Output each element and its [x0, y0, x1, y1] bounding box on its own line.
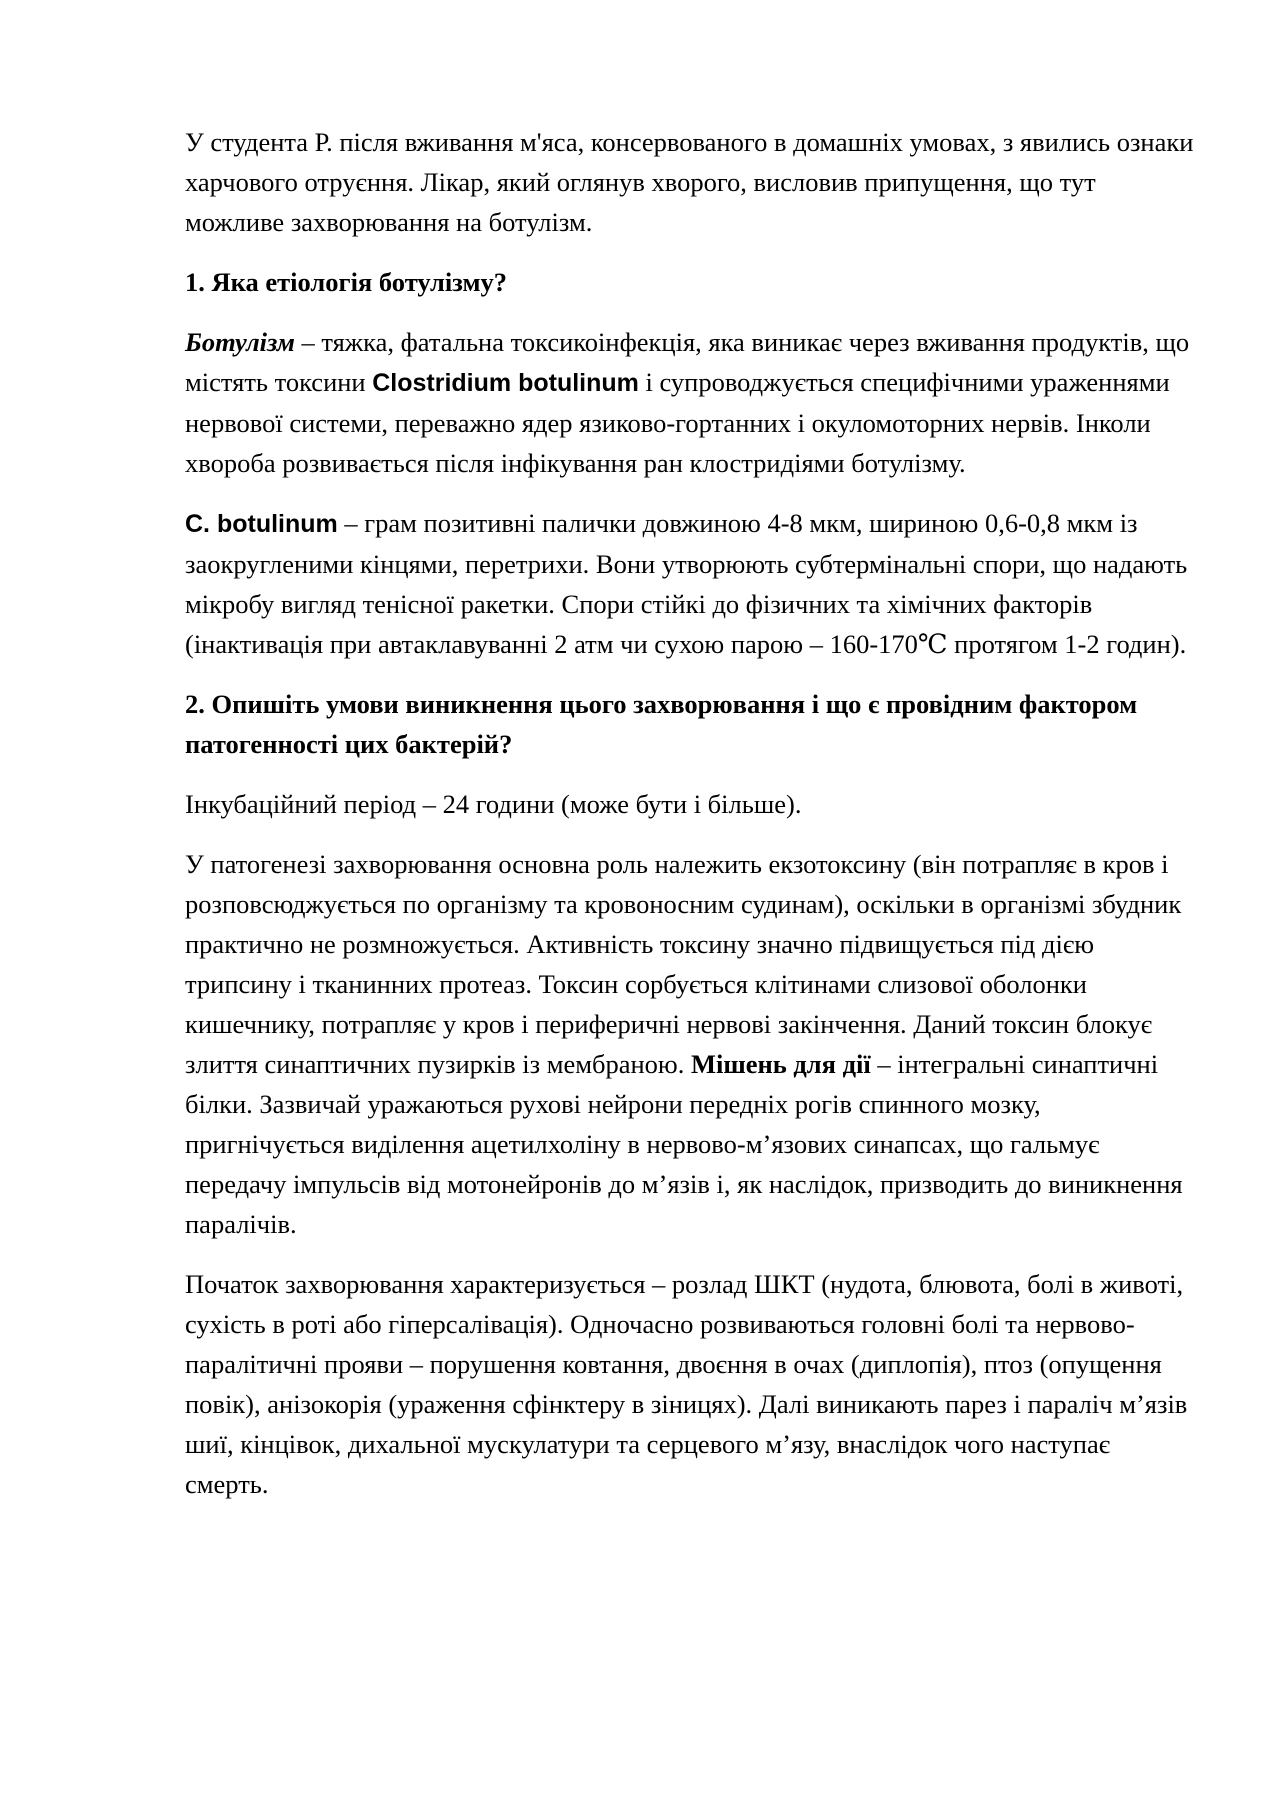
definition-term: Ботулізм	[185, 327, 295, 357]
incubation-paragraph: Інкубаційний період – 24 години (може бути і більше).	[185, 789, 802, 819]
document-page	[185, 122, 1195, 1524]
intro-paragraph: У студента Р. після вживання м'яса, консервованого в домашніх умовах, з явились ознаки харчового отруєння. Лікар, який оглянув хворого, висловив припущення, що тут можливе захворювання на ботулізм.	[185, 127, 1194, 237]
pathogenesis-paragraph	[185, 844, 1195, 1244]
symptoms-paragraph: Початок захворювання характеризується – розлад ШКТ (нудота, блювота, болі в животі, сухість в роті або гіперсалівація). Одночасно розвиваються головні болі та нервово-паралітичні прояви – порушення ковтання, двоєння в очах (диплопія), птоз (опущення повік), анізокорія (ураження сфінктеру в зіницях). Далі виникають парез і параліч м’язів шиї, кінцівок, дихальної мускулатури та серцевого м’язу, внаслідок чого наступає смерть.	[185, 1269, 1188, 1499]
pathogenesis-text-2: – інтегральні синаптичні білки. Зазвичай уражаються рухові нейрони передніх рогів спинного мозку, пригнічується виділення ацетилхоліну в нервово-м’язових синапсах, що гальмує передачу імпульсів від мотонейронів до м’язів і, як наслідок, призводить до виникнення паралічів.	[185, 1049, 1183, 1239]
definition-paragraph	[185, 322, 1195, 483]
question-1-heading: 1. Яка етіологія ботулізму?	[185, 267, 508, 297]
definition-bold-name: Clostridium botulinum	[372, 369, 639, 397]
morphology-text: – грам позитивні палички довжиною 4-8 мкм, шириною 0,6-0,8 мкм із заокругленими кінцями, перетрихи. Вони утворюють субтермінальні спори, що надають мікробу вигляд тенісної ракетки. Спори стійкі до фізичних та хімічних факторів (інактивація при автаклавуванні 2 атм чи сухою парою – 160-170℃ протягом 1-2 годин).	[185, 508, 1188, 659]
pathogenesis-text-1: У патогенезі захворювання основна роль належить екзотоксину (він потрапляє в кров і розповсюджується по організму та кровоносним судинам), оскільки в організмі збудник практично не розмножується. Активність токсину значно підвищується під дією трипсину і тканинних протеаз. Токсин сорбується клітинами слизової оболонки кишечнику, потрапляє у кров і периферичні нервові закінчення. Даний токсин блокує злиття синаптичних пузирків із мембраною.	[185, 849, 1182, 1079]
definition-text-2: і супроводжується специфічними ураженнями нервової системи, переважно ядер язиково-гортанних і окуломоторних нервів. Інколи хвороба розвивається після інфікування ран клостридіями ботулізму.	[185, 367, 1170, 478]
definition-text-1: – тяжка, фатальна токсикоінфекція, яка виникає через вживання продуктів, що містять токсини	[185, 327, 1190, 397]
pathogenesis-bold-term: Мішень для дії	[690, 1049, 871, 1079]
morphology-term: C. botulinum	[185, 510, 338, 538]
morphology-paragraph	[185, 503, 1195, 664]
question-2-heading: 2. Опишіть умови виникнення цього захворювання і що є провідним фактором патогенності цих бактерій?	[185, 689, 1138, 759]
